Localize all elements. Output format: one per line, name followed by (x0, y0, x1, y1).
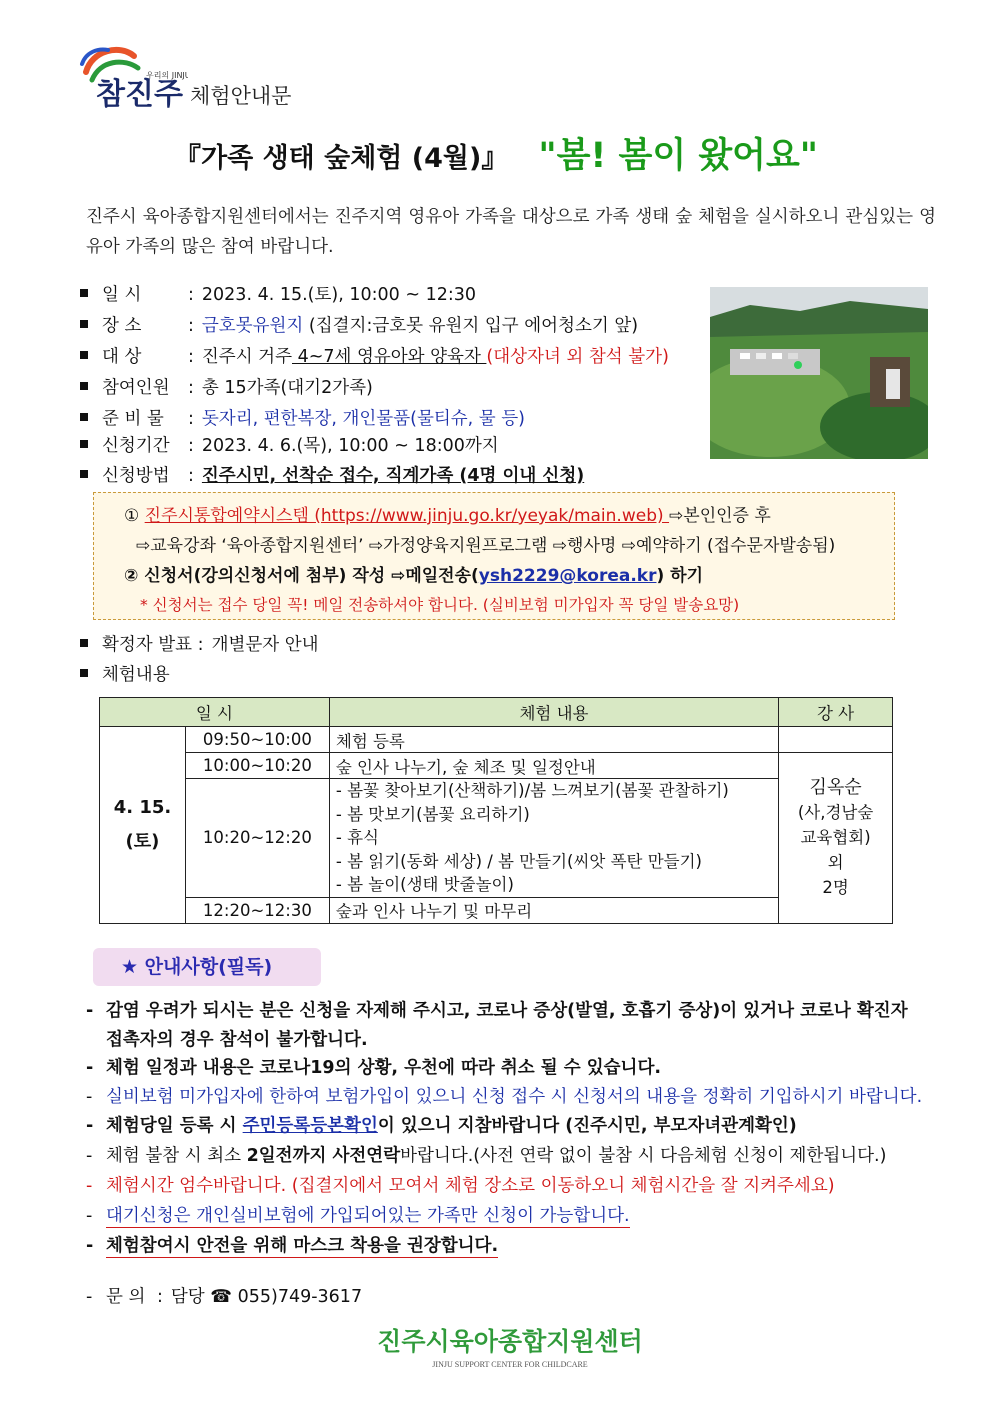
info-method: 신청방법 : 진주시민, 선착순 접수, 직계가족 (4명 이내 신청) (80, 465, 584, 487)
instructor-name: 김옥순 (809, 777, 862, 799)
notice-text: 감염 우려가 되시는 분은 신청을 자제해 주시고, 코로나 증상(발열, 호흡기 증상)이 있거나 코로나 확진자 (106, 1001, 908, 1021)
info-label: 체험내용 (102, 665, 170, 685)
instructor-extra: 외 (827, 853, 844, 873)
info-date: 일 시 : 2023. 4. 15.(토), 10:00 ~ 12:30 (80, 284, 476, 306)
info-value: 개별문자 안내 (211, 635, 319, 655)
content-line: - 봄 맛보기(봄꽃 요리하기) (335, 804, 530, 824)
notice-text: 대기신청은 개인실비보험에 가입되어있는 가족만 신청이 가능합니다. (106, 1206, 630, 1226)
notice-text: 체험시간 엄수바랍니다. (집결지에서 모여서 체험 장소로 이동하오니 체험시간을 잘 지켜주세요) (106, 1176, 835, 1196)
place-name: 금호못유원지 (201, 316, 304, 336)
notice-item: - 대기신청은 개인실비보험에 가입되어있는 가족만 신청이 가능합니다. (86, 1206, 630, 1226)
time-cell: 09:50~10:00 (185, 727, 329, 753)
footer-logo-text: 진주시육아종합지원센터 (377, 1327, 643, 1356)
info-label: 참여인원 (102, 378, 170, 398)
info-value: 진주시민, 선착순 접수, 직계가족 (4명 이내 신청) (201, 466, 585, 486)
notice-text: 체험 일정과 내용은 코로나19의 상황, 우천에 따라 취소 될 수 있습니다. (106, 1058, 662, 1078)
table-row (100, 779, 893, 898)
table-header-row (100, 698, 893, 727)
table-row (100, 753, 893, 779)
notice-header-text: ★ 안내사항(필독) (121, 956, 273, 978)
notice-text: 체험참여시 안전을 위해 마스크 착용을 권장합니다. (106, 1236, 499, 1256)
info-count: 참여인원 : 총 15가족(대기2가족) (80, 377, 373, 399)
apply-line-3 (124, 561, 703, 586)
intro-paragraph: 진주시 육아종합지원센터에서는 진주지역 영유아 가족을 대상으로 가족 생태 숲 체험을 실시하오니 관심있는 영유아 가족의 많은 참여 바랍니다. (86, 207, 936, 257)
content-line: - 봄 놀이(생태 밧줄놀이) (335, 875, 514, 894)
info-value: 총 15가족(대기2가족) (201, 378, 373, 398)
venue-photo (710, 287, 928, 459)
target-age: 4~7세 영유아와 양육자 (292, 347, 487, 367)
contact-info: - 문 의 : 담당 ☎ 055)749-3617 (86, 1287, 363, 1307)
reservation-link[interactable]: 진주시통합예약시스템 (https://www.jinju.go.kr/yeyak/main.web) (144, 506, 670, 526)
schedule-table (99, 697, 893, 924)
apply-text: ② 신청서(강의신청서에 첨부) 작성 ⇨메일전송( (124, 566, 479, 586)
notice-item-cont (106, 1026, 368, 1051)
center-logo (350, 1320, 670, 1372)
title-main: 『가족 생태 숲체험 (4월)』 (174, 143, 509, 174)
info-value: 2023. 4. 15.(토), 10:00 ~ 12:30 (201, 285, 476, 305)
content-cell (329, 779, 778, 898)
time-cell: 10:00~10:20 (185, 753, 329, 779)
contact-label: 문 의 (106, 1287, 146, 1307)
target-note: (대상자녀 외 참석 불가) (486, 347, 669, 367)
time-cell: 12:20~12:30 (185, 897, 329, 923)
content-cell: 숲 인사 나누기, 숲 체조 및 일정안내 (329, 753, 778, 779)
contact-value: 담당 ☎ 055)749-3617 (170, 1287, 363, 1307)
info-period: 신청기간 : 2023. 4. 6.(목), 10:00 ~ 18:00까지 (80, 435, 499, 457)
email-link[interactable]: ysh2229@korea.kr (478, 566, 657, 586)
notice-item: - 감염 우려가 되시는 분은 신청을 자제해 주시고, 코로나 증상(발열, 호흡기 증상)이 있거나 코로나 확진자 (86, 1001, 908, 1021)
info-content-label (80, 664, 170, 686)
apply-text: ) 하기 (656, 566, 704, 586)
bullet-icon (80, 669, 88, 677)
apply-line-1 (124, 501, 771, 526)
info-value: 2023. 4. 6.(목), 10:00 ~ 18:00까지 (201, 436, 499, 456)
notice-item: - 체험당일 등록 시 주민등록등본확인이 있으니 지참바랍니다 (진주시민, 부모자녀관계확인) (86, 1116, 797, 1136)
instructor-org: (사,경남숲 (797, 803, 874, 823)
info-target: 대 상 : 진주시 거주 4~7세 영유아와 양육자 (대상자녀 외 참석 불가) (80, 346, 669, 368)
info-label: 대 상 (102, 347, 142, 367)
notice-item: - 체험참여시 안전을 위해 마스크 착용을 권장합니다. (86, 1236, 499, 1256)
info-label: 신청방법 (102, 466, 170, 486)
notice-item: - 체험 일정과 내용은 코로나19의 상황, 우천에 따라 취소 될 수 있습니다. (86, 1058, 662, 1078)
apply-note: (접수문자발송됨) (701, 536, 836, 556)
target-value: 진주시 거주 (201, 347, 292, 367)
content-cell: 숲과 인사 나누기 및 마무리 (329, 897, 778, 923)
content-cell: 체험 등록 (329, 727, 778, 753)
notice-text: 체험 불참 시 최소 (106, 1146, 247, 1166)
apply-warning: * 신청서는 접수 당일 꼭! 메일 전송하셔야 합니다. (실비보험 미가입자 꼭 당일 발송요망) (140, 596, 740, 614)
table-row (100, 727, 893, 753)
notice-text: 실비보험 미가입자에 한하여 보험가입이 있으니 신청 접수 시 신청서의 내용을 정확히 기입하시기 바랍니다. (106, 1087, 923, 1107)
time-cell: 10:20~12:20 (185, 779, 329, 898)
place-detail: (집결지:금호못 유원지 입구 에어청소기 앞) (303, 316, 639, 336)
info-label: 준 비 물 (102, 409, 164, 429)
bullet-icon (80, 413, 88, 421)
info-items: 준 비 물 : 돗자리, 편한복장, 개인물품(물티슈, 물 등) (80, 408, 525, 430)
logo-text: 참진주 (96, 77, 183, 108)
instructor-org: 교육협회) (800, 828, 871, 848)
info-label: 신청기간 (102, 436, 170, 456)
notice-text: 이 있으니 지참바랍니다 (진주시민, 부모자녀관계확인) (377, 1116, 797, 1136)
instructor-extra: 2명 (822, 878, 849, 898)
content-line: - 봄꽃 찾아보기(산책하기)/봄 느껴보기(봄꽃 관찰하기) (335, 781, 729, 800)
bullet-icon (80, 470, 88, 478)
content-line: - 휴식 (335, 828, 379, 847)
info-value: 돗자리, 편한복장, 개인물품(물티슈, 물 등) (201, 409, 525, 429)
footer-logo-sub: JINJU SUPPORT CENTER FOR CHILDCARE (432, 1360, 588, 1369)
info-label: 확정자 발표 (102, 635, 193, 655)
table-row (100, 897, 893, 923)
title-slogan: "봄! 봄이 왔어요" (538, 136, 818, 176)
notice-text: 바랍니다.(사전 연락 없이 불참 시 다음체험 신청이 제한됩니다.) (400, 1146, 887, 1166)
info-place: 장 소 : 금호못유원지 (집결지:금호못 유원지 입구 에어청소기 앞) (80, 315, 638, 337)
notice-item: - 실비보험 미가입자에 한하여 보험가입이 있으니 신청 접수 시 신청서의 내용을 정확히 기입하시기 바랍니다. (86, 1087, 923, 1107)
day-text: (토) (125, 830, 160, 852)
logo-small-text: 우리의 JINJU (146, 71, 188, 80)
apply-line-2 (136, 531, 835, 556)
step-number: ① (124, 506, 140, 526)
notice-text: 체험당일 등록 시 (106, 1116, 243, 1136)
bullet-icon (80, 382, 88, 390)
instructor-cell (779, 753, 893, 924)
bullet-icon (80, 289, 88, 297)
apply-instructions-box (93, 492, 895, 620)
content-line: - 봄 읽기(동화 세상) / 봄 만들기(씨앗 폭탄 만들기) (335, 851, 702, 871)
header-datetime: 일 시 (100, 698, 330, 727)
header-content: 체험 내용 (329, 698, 778, 727)
bullet-icon (80, 320, 88, 328)
info-label: 장 소 (102, 316, 142, 336)
apply-text: ⇨본인인증 후 (669, 506, 771, 526)
notice-item: - 체험 불참 시 최소 2일전까지 사전연락바랍니다.(사전 연락 없이 불참 시 다음체험 신청이 제한됩니다.) (86, 1146, 887, 1166)
apply-text: ⇨교육강좌 ‘육아종합지원센터’ ⇨가정양육지원프로그램 ⇨행사명 ⇨예약하기 (136, 536, 702, 556)
instructor-empty-cell (779, 727, 893, 753)
bullet-icon (80, 351, 88, 359)
main-title (0, 128, 992, 178)
info-label: 일 시 (102, 285, 142, 305)
bullet-icon (80, 440, 88, 448)
notice-header (93, 948, 321, 986)
notice-emphasis: 주민등록등본확인 (242, 1116, 378, 1136)
notice-item: - 체험시간 엄수바랍니다. (집결지에서 모여서 체험 장소로 이동하오니 체험시간을 잘 지켜주세요) (86, 1176, 835, 1196)
date-text: 4. 15. (113, 796, 172, 818)
bullet-icon (80, 639, 88, 647)
notice-text: 접촉자의 경우 참석이 불가합니다. (106, 1030, 368, 1050)
info-announce: 확정자 발표 : 개별문자 안내 (80, 634, 319, 656)
jinju-logo (78, 42, 188, 108)
notice-emphasis: 2일전까지 사전연락 (246, 1146, 401, 1166)
header-instructor: 강 사 (779, 698, 893, 727)
schedule-date (100, 727, 186, 924)
doc-title: 체험안내문 (190, 84, 292, 108)
